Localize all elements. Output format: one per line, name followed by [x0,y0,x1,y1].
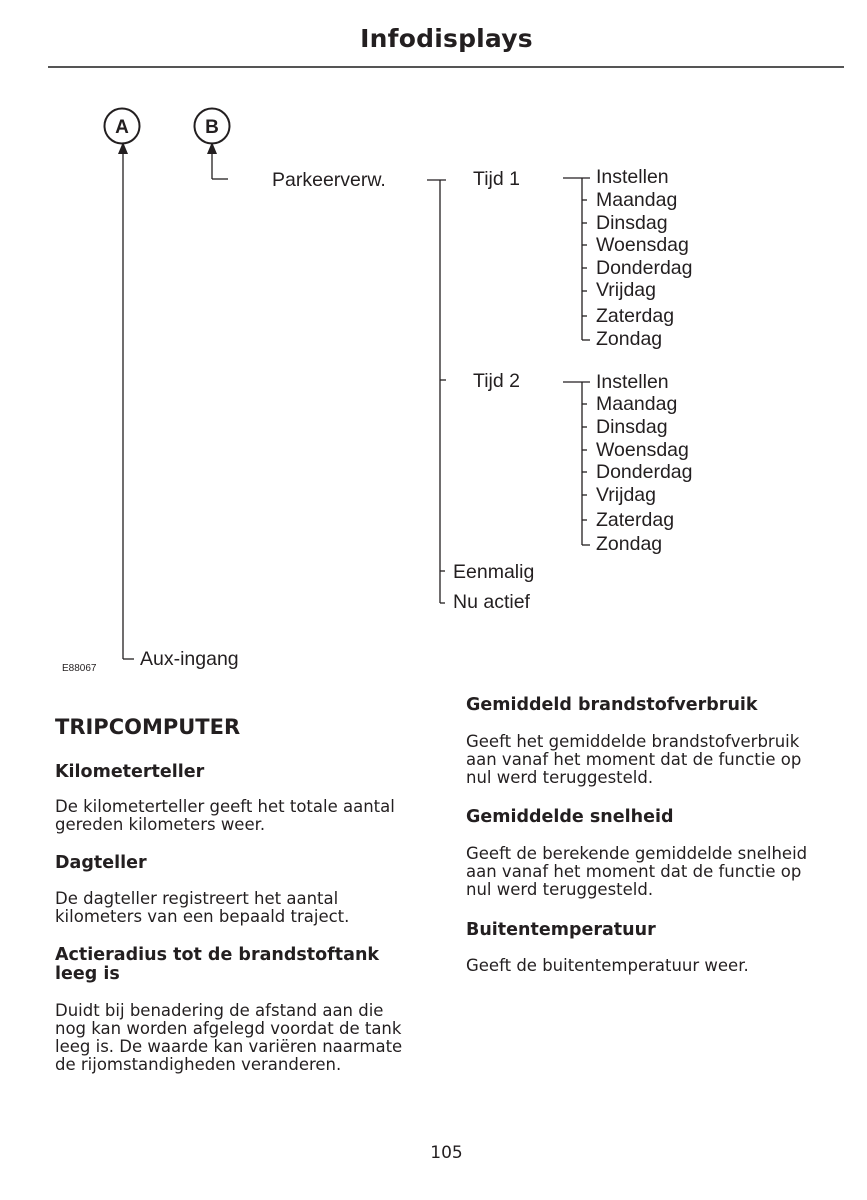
heading-outside-temperature: Buitentemperatuur [466,920,656,940]
timer-2-item: Woensdag [596,439,689,461]
heading-range: Actieradius tot de brandstoftank leeg is [55,945,380,984]
timer-1-label: Tijd 1 [473,168,520,190]
page-number: 105 [430,1143,463,1163]
heading-trip-meter: Dagteller [55,853,147,873]
timer-2-item: Dinsdag [596,416,668,438]
active-now-option-label: Nu actief [453,591,530,613]
timer-2-item: Donderdag [596,461,693,483]
timer-1-item: Woensdag [596,234,689,256]
timer-1-item: Maandag [596,189,678,211]
timer-1-item: Zondag [596,328,663,350]
paragraph-trip-meter: De dagteller registreert het aantal kilometers van een bepaald traject. [55,889,350,926]
paragraph-outside-temperature: Geeft de buitentemperatuur weer. [466,956,749,975]
timer-1-item: Dinsdag [596,212,668,234]
section-title: TRIPCOMPUTER [55,715,241,739]
callout-b: B [205,117,219,138]
timer-1-item: Donderdag [596,257,693,279]
paragraph-average-fuel: Geeft het gemiddelde brandstofverbruik aan vanaf het moment dat de functie op nul werd teruggesteld. [466,732,802,787]
paragraph-odometer: De kilometerteller geeft het totale aantal gereden kilometers weer. [55,797,395,834]
callout-a: A [115,117,129,138]
aux-input-label: Aux-ingang [140,648,239,670]
timer-1-item: Instellen [596,166,669,188]
heading-average-speed: Gemiddelde snelheid [466,807,674,827]
timer-2-item: Zondag [596,533,663,555]
timer-2-item: Vrijdag [596,484,656,506]
timer-1-item: Vrijdag [596,279,656,301]
timer-2-item: Zaterdag [596,509,675,531]
paragraph-average-speed: Geeft de berekende gemiddelde snelheid aan vanaf het moment dat de functie op nul werd teruggesteld. [466,844,808,899]
paragraph-range: Duidt bij benadering de afstand aan die nog kan worden afgelegd voordat de tank leeg is. De waarde kan variëren naarmate de rijomstandigheden veranderen. [55,1001,403,1074]
heading-odometer: Kilometerteller [55,762,205,782]
figure-id: E88067 [62,663,97,674]
once-option-label: Eenmalig [453,561,535,583]
timer-2-item: Instellen [596,371,669,393]
page-title: Infodisplays [360,24,533,53]
timer-1-item: Zaterdag [596,305,675,327]
timer-2-label: Tijd 2 [473,370,520,392]
parking-heater-label: Parkeerverw. [272,169,386,191]
heading-average-fuel: Gemiddeld brandstofverbruik [466,695,758,715]
timer-2-item: Maandag [596,393,678,415]
